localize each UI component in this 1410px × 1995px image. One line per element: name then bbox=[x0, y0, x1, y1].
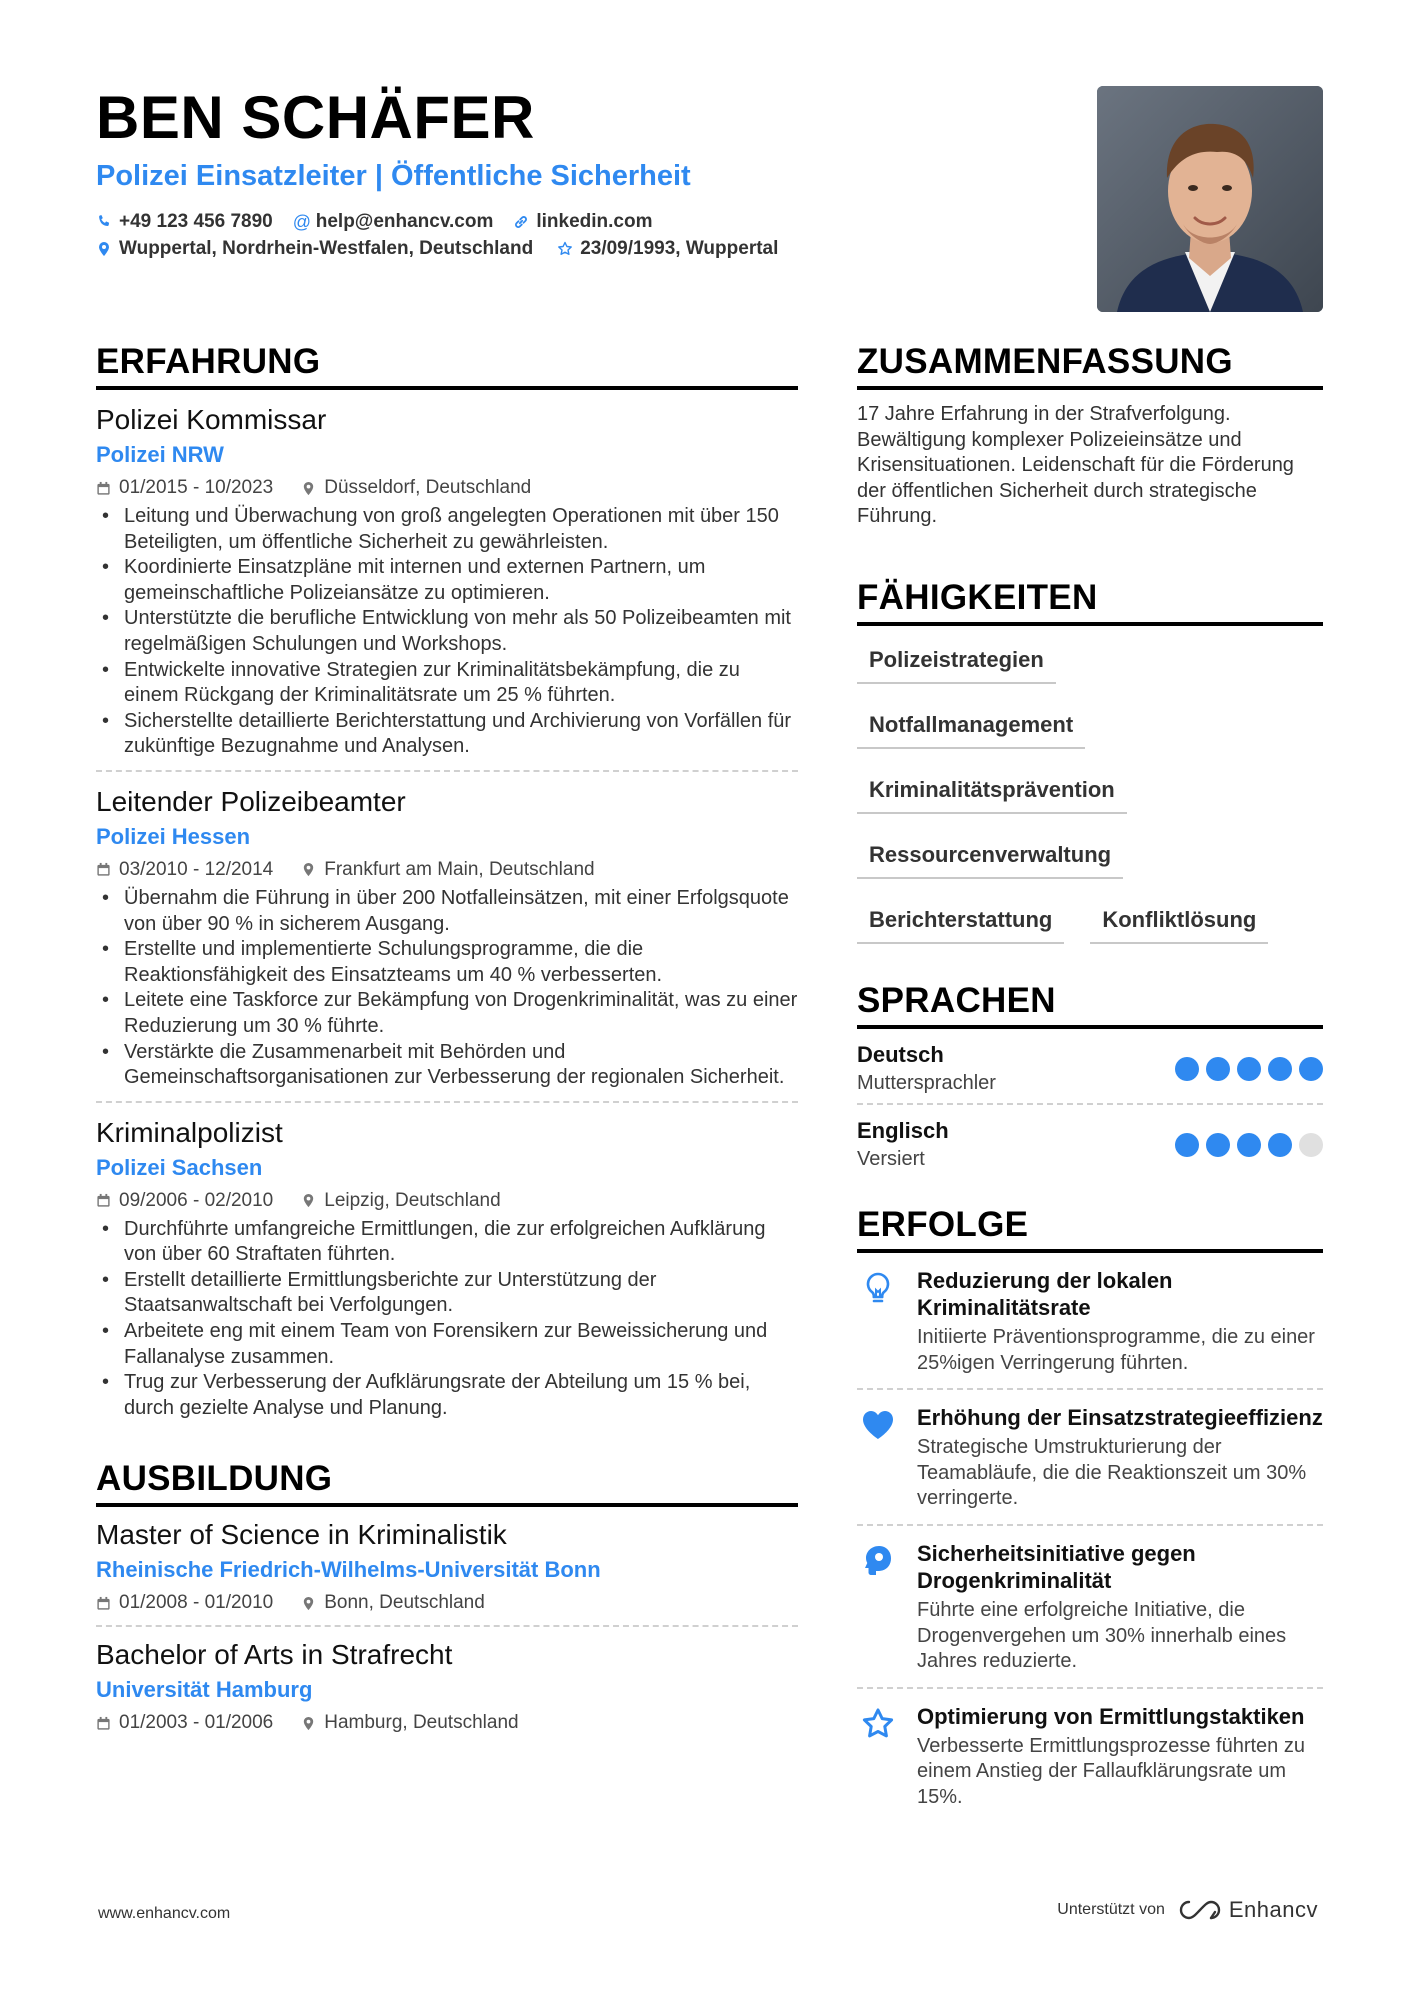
location-text: Wuppertal, Nordrhein-Westfalen, Deutschland bbox=[119, 238, 534, 259]
achievement-icon-wrap bbox=[857, 1703, 899, 1811]
education-meta bbox=[96, 1589, 798, 1617]
footer-branding bbox=[1057, 1897, 1318, 1923]
calendar-icon bbox=[96, 1716, 111, 1731]
achievement-title: Erhöhung der Einsatzstrategieeffizienz bbox=[917, 1405, 1323, 1431]
skill-tag: Konfliktlösung bbox=[1090, 896, 1268, 944]
skill-tag: Berichterstattung bbox=[857, 896, 1064, 944]
education-dates bbox=[96, 1589, 273, 1617]
contact-row-2 bbox=[96, 235, 1076, 262]
location-text: Leipzig, Deutschland bbox=[324, 1189, 501, 1211]
education-dates bbox=[96, 1709, 273, 1737]
achievement-description: Führte eine erfolgreiche Initiative, die Drogenvergehen um 30% innerhalb eines Jahres reduzierte. bbox=[917, 1598, 1287, 1673]
experience-entry-3 bbox=[96, 1101, 798, 1432]
job-dates bbox=[96, 474, 273, 502]
calendar-icon bbox=[96, 481, 111, 496]
rating-dot-filled bbox=[1175, 1057, 1199, 1081]
bullet-item: • Durchführte umfangreiche Ermittlungen, die zur erfolgreichen Aufklärung von über 60 Straftaten führten. bbox=[96, 1217, 798, 1268]
bullet-item: • Entwickelte innovative Strategien zur Kriminalitätsbekämpfung, die zu einem Rückgang der Kriminalitätsrate um 25 % führten. bbox=[96, 658, 798, 709]
language-level: Versiert bbox=[857, 1147, 925, 1170]
rating-dot-empty bbox=[1299, 1133, 1323, 1157]
left-column bbox=[96, 340, 798, 1745]
skills-list bbox=[857, 636, 1323, 961]
bullet-item: • Sicherstellte detaillierte Berichterstattung und Archivierung von Vorfällen für zukünftige Bezugnahme und Analysen. bbox=[96, 709, 798, 760]
school-name: Rheinische Friedrich-Wilhelms-Universität Bonn bbox=[96, 1557, 601, 1583]
achievement-text bbox=[917, 1404, 1323, 1512]
achievement-entry-4 bbox=[857, 1687, 1323, 1823]
achievement-text bbox=[917, 1703, 1323, 1811]
location-text: Bonn, Deutschland bbox=[324, 1592, 485, 1614]
at-icon: @ bbox=[292, 211, 312, 232]
rating-dot-filled bbox=[1206, 1057, 1230, 1081]
language-text bbox=[857, 1041, 996, 1097]
date-range: 01/2003 - 01/2006 bbox=[119, 1712, 274, 1734]
bullet-item: • Unterstützte die berufliche Entwicklung von mehr als 50 Polizeibeamten mit regelmäßigen Schulungen und Workshops. bbox=[96, 606, 798, 657]
bullet-item: • Erstellte und implementierte Schulungsprogramme, die die Reaktionsfähigkeit des Einsatzteams um 40 % verbesserten. bbox=[96, 937, 798, 988]
brand-name: Enhancv bbox=[1228, 1897, 1318, 1922]
achievement-icon-wrap bbox=[857, 1267, 899, 1376]
achievement-title: Sicherheitsinitiative gegen Drogenkriminalität bbox=[917, 1540, 1196, 1593]
skill-tag: Polizeistrategien bbox=[857, 636, 1056, 684]
job-meta bbox=[96, 474, 798, 502]
language-entry-1 bbox=[857, 1029, 1323, 1103]
education-entry-2 bbox=[96, 1625, 798, 1745]
candidate-name: BEN SCHÄFER bbox=[96, 84, 535, 151]
rating-dot-filled bbox=[1237, 1133, 1261, 1157]
profile-photo bbox=[1097, 86, 1323, 312]
experience-entry-2 bbox=[96, 770, 798, 1101]
achievements-heading: ERFOLGE bbox=[857, 1203, 1323, 1253]
email-text[interactable]: help@enhancv.com bbox=[315, 211, 494, 232]
job-title: Leitender Polizeibeamter bbox=[96, 785, 406, 817]
rating-dot-filled bbox=[1299, 1057, 1323, 1081]
email[interactable] bbox=[293, 208, 494, 235]
date-range: 01/2015 - 10/2023 bbox=[119, 477, 274, 498]
location-pin-icon bbox=[301, 1716, 316, 1731]
right-column bbox=[857, 340, 1323, 1823]
location-pin-icon bbox=[301, 1193, 316, 1208]
rating-dot-filled bbox=[1237, 1057, 1261, 1081]
achievement-description: Strategische Umstrukturierung der Teamabläufe, die die Reaktionszeit um 30% verringerte. bbox=[917, 1436, 1307, 1510]
bullet-item: • Übernahm die Führung in über 200 Notfalleinsätzen, mit einer Erfolgsquote von über 90 % in sicherem Ausgang. bbox=[96, 886, 798, 937]
birth bbox=[557, 235, 778, 262]
calendar-icon bbox=[96, 1596, 111, 1611]
summary-heading: ZUSAMMENFASSUNG bbox=[857, 340, 1323, 390]
job-dates bbox=[96, 856, 273, 884]
achievement-title: Reduzierung der lokalen Kriminalitätsrate bbox=[917, 1267, 1173, 1320]
skill-tag: Kriminalitätsprävention bbox=[857, 766, 1127, 814]
skill-tag: Ressourcenverwaltung bbox=[857, 831, 1123, 879]
phone bbox=[96, 208, 273, 235]
birth-text: 23/09/1993, Wuppertal bbox=[580, 238, 779, 259]
bullet-item: • Leitung und Überwachung von groß angelegten Operationen mit über 150 Beteiligten, um öffentliche Sicherheit zu gewährleisten. bbox=[96, 504, 798, 555]
language-name: Deutsch bbox=[857, 1041, 944, 1067]
language-name: Englisch bbox=[857, 1117, 949, 1143]
job-meta bbox=[96, 1187, 798, 1215]
summary-text: 17 Jahre Erfahrung in der Strafverfolgung. Bewältigung komplexer Polizeieinsätze und Krisensituationen. Leidenschaft für die Förderung der öffentlichen Sicherheit durch strategische Führung. bbox=[857, 403, 1294, 528]
location-text: Düsseldorf, Deutschland bbox=[324, 477, 532, 498]
language-entry-2 bbox=[857, 1103, 1323, 1179]
achievement-title: Optimierung von Ermittlungstaktiken bbox=[917, 1703, 1305, 1729]
linkedin[interactable] bbox=[513, 208, 652, 235]
company-name: Polizei NRW bbox=[96, 442, 224, 467]
star-outline-icon bbox=[557, 241, 573, 257]
bullet-item: • Erstellt detaillierte Ermittlungsberichte zur Unterstützung der Staatsanwaltschaft bei Verfolgungen. bbox=[96, 1268, 798, 1319]
star-icon bbox=[861, 1707, 895, 1741]
achievement-description: Initiierte Präventionsprogramme, die zu einer 25%igen Verringerung führten. bbox=[917, 1325, 1315, 1374]
skills-heading: FÄHIGKEITEN bbox=[857, 576, 1323, 626]
education-entry-1 bbox=[96, 1507, 798, 1625]
date-range: 03/2010 - 12/2014 bbox=[119, 858, 274, 880]
experience-entry-1 bbox=[96, 390, 798, 770]
infinity-logo-icon bbox=[1177, 1898, 1223, 1922]
enhancv-logo[interactable] bbox=[1177, 1897, 1318, 1923]
bullet-item: • Koordinierte Einsatzpläne mit internen und externen Partnern, um gemeinschaftliche Polizeiansätze zu optimieren. bbox=[96, 555, 798, 606]
skill-tag: Notfallmanagement bbox=[857, 701, 1085, 749]
achievement-entry-2 bbox=[857, 1388, 1323, 1524]
linkedin-text[interactable]: linkedin.com bbox=[536, 211, 653, 232]
job-title: Kriminalpolizist bbox=[96, 1116, 283, 1148]
language-text bbox=[857, 1117, 949, 1173]
calendar-icon bbox=[96, 862, 111, 877]
rating-dot-filled bbox=[1268, 1057, 1292, 1081]
location-pin-icon bbox=[301, 862, 316, 877]
job-location bbox=[301, 856, 594, 884]
job-title: Polizei Kommissar bbox=[96, 404, 327, 435]
location-text: Hamburg, Deutschland bbox=[324, 1712, 519, 1734]
degree-title: Bachelor of Arts in Strafrecht bbox=[96, 1639, 453, 1671]
job-meta bbox=[96, 856, 798, 884]
location-pin-icon bbox=[301, 481, 316, 496]
footer-website[interactable]: www.enhancv.com bbox=[98, 1905, 231, 1922]
candidate-tagline: Polizei Einsatzleiter | Öffentliche Sicherheit bbox=[96, 160, 691, 192]
header bbox=[96, 84, 1076, 262]
location bbox=[96, 235, 533, 262]
achievement-text bbox=[917, 1540, 1323, 1675]
achievement-icon-wrap bbox=[857, 1540, 899, 1675]
job-location bbox=[301, 1187, 500, 1215]
heart-icon bbox=[861, 1408, 895, 1442]
education-heading: AUSBILDUNG bbox=[96, 1457, 798, 1507]
achievement-text bbox=[917, 1267, 1323, 1376]
bullet-list bbox=[96, 504, 798, 760]
company-name: Polizei Sachsen bbox=[96, 1154, 263, 1180]
head-icon bbox=[861, 1544, 895, 1578]
date-range: 09/2006 - 02/2010 bbox=[119, 1189, 274, 1211]
degree-title: Master of Science in Kriminalistik bbox=[96, 1519, 507, 1551]
language-level: Muttersprachler bbox=[857, 1071, 996, 1094]
rating-dot-filled bbox=[1268, 1133, 1292, 1157]
date-range: 01/2008 - 01/2010 bbox=[119, 1592, 274, 1614]
bullet-item: • Arbeitete eng mit einem Team von Forensikern zur Beweissicherung und Fallanalyse zusammen. bbox=[96, 1319, 798, 1370]
link-icon bbox=[513, 214, 529, 230]
education-location bbox=[301, 1589, 485, 1617]
location-text: Frankfurt am Main, Deutschland bbox=[324, 858, 595, 880]
language-rating bbox=[1175, 1133, 1323, 1157]
contact-info bbox=[96, 208, 1076, 262]
lightbulb-icon bbox=[861, 1271, 895, 1305]
powered-by-text: Unterstützt von bbox=[1057, 1901, 1165, 1918]
achievement-entry-3 bbox=[857, 1524, 1323, 1687]
bullet-item: • Trug zur Verbesserung der Aufklärungsrate der Abteilung um 15 % bei, durch gezielte Analyse und Planung. bbox=[96, 1370, 798, 1421]
bullet-item: • Leitete eine Taskforce zur Bekämpfung von Drogenkriminalität, was zu einer Reduzierung um 30 % führte. bbox=[96, 988, 798, 1039]
job-dates bbox=[96, 1187, 273, 1215]
contact-row-1 bbox=[96, 208, 1076, 235]
location-pin-icon bbox=[301, 1596, 316, 1611]
languages-heading: SPRACHEN bbox=[857, 979, 1323, 1029]
bullet-list bbox=[96, 1217, 798, 1422]
phone-text: +49 123 456 7890 bbox=[119, 211, 273, 232]
language-rating bbox=[1175, 1057, 1323, 1081]
rating-dot-filled bbox=[1206, 1133, 1230, 1157]
calendar-icon bbox=[96, 1193, 111, 1208]
achievement-entry-1 bbox=[857, 1253, 1323, 1388]
education-location bbox=[301, 1709, 518, 1737]
job-location bbox=[301, 474, 531, 502]
achievement-description: Verbesserte Ermittlungsprozesse führten zu einem Anstieg der Fallaufklärungsrate um 15%. bbox=[917, 1734, 1305, 1808]
experience-heading: ERFAHRUNG bbox=[96, 340, 798, 390]
school-name: Universität Hamburg bbox=[96, 1677, 313, 1703]
bullet-list bbox=[96, 886, 798, 1091]
phone-icon bbox=[96, 214, 112, 230]
education-meta bbox=[96, 1709, 798, 1737]
rating-dot-filled bbox=[1175, 1133, 1199, 1157]
location-pin-icon bbox=[96, 241, 112, 257]
bullet-item: • Verstärkte die Zusammenarbeit mit Behörden und Gemeinschaftsorganisationen zur Verbesserung der regionalen Sicherheit. bbox=[96, 1040, 798, 1091]
portrait-image bbox=[1097, 86, 1323, 312]
company-name: Polizei Hessen bbox=[96, 823, 251, 849]
achievement-icon-wrap bbox=[857, 1404, 899, 1512]
